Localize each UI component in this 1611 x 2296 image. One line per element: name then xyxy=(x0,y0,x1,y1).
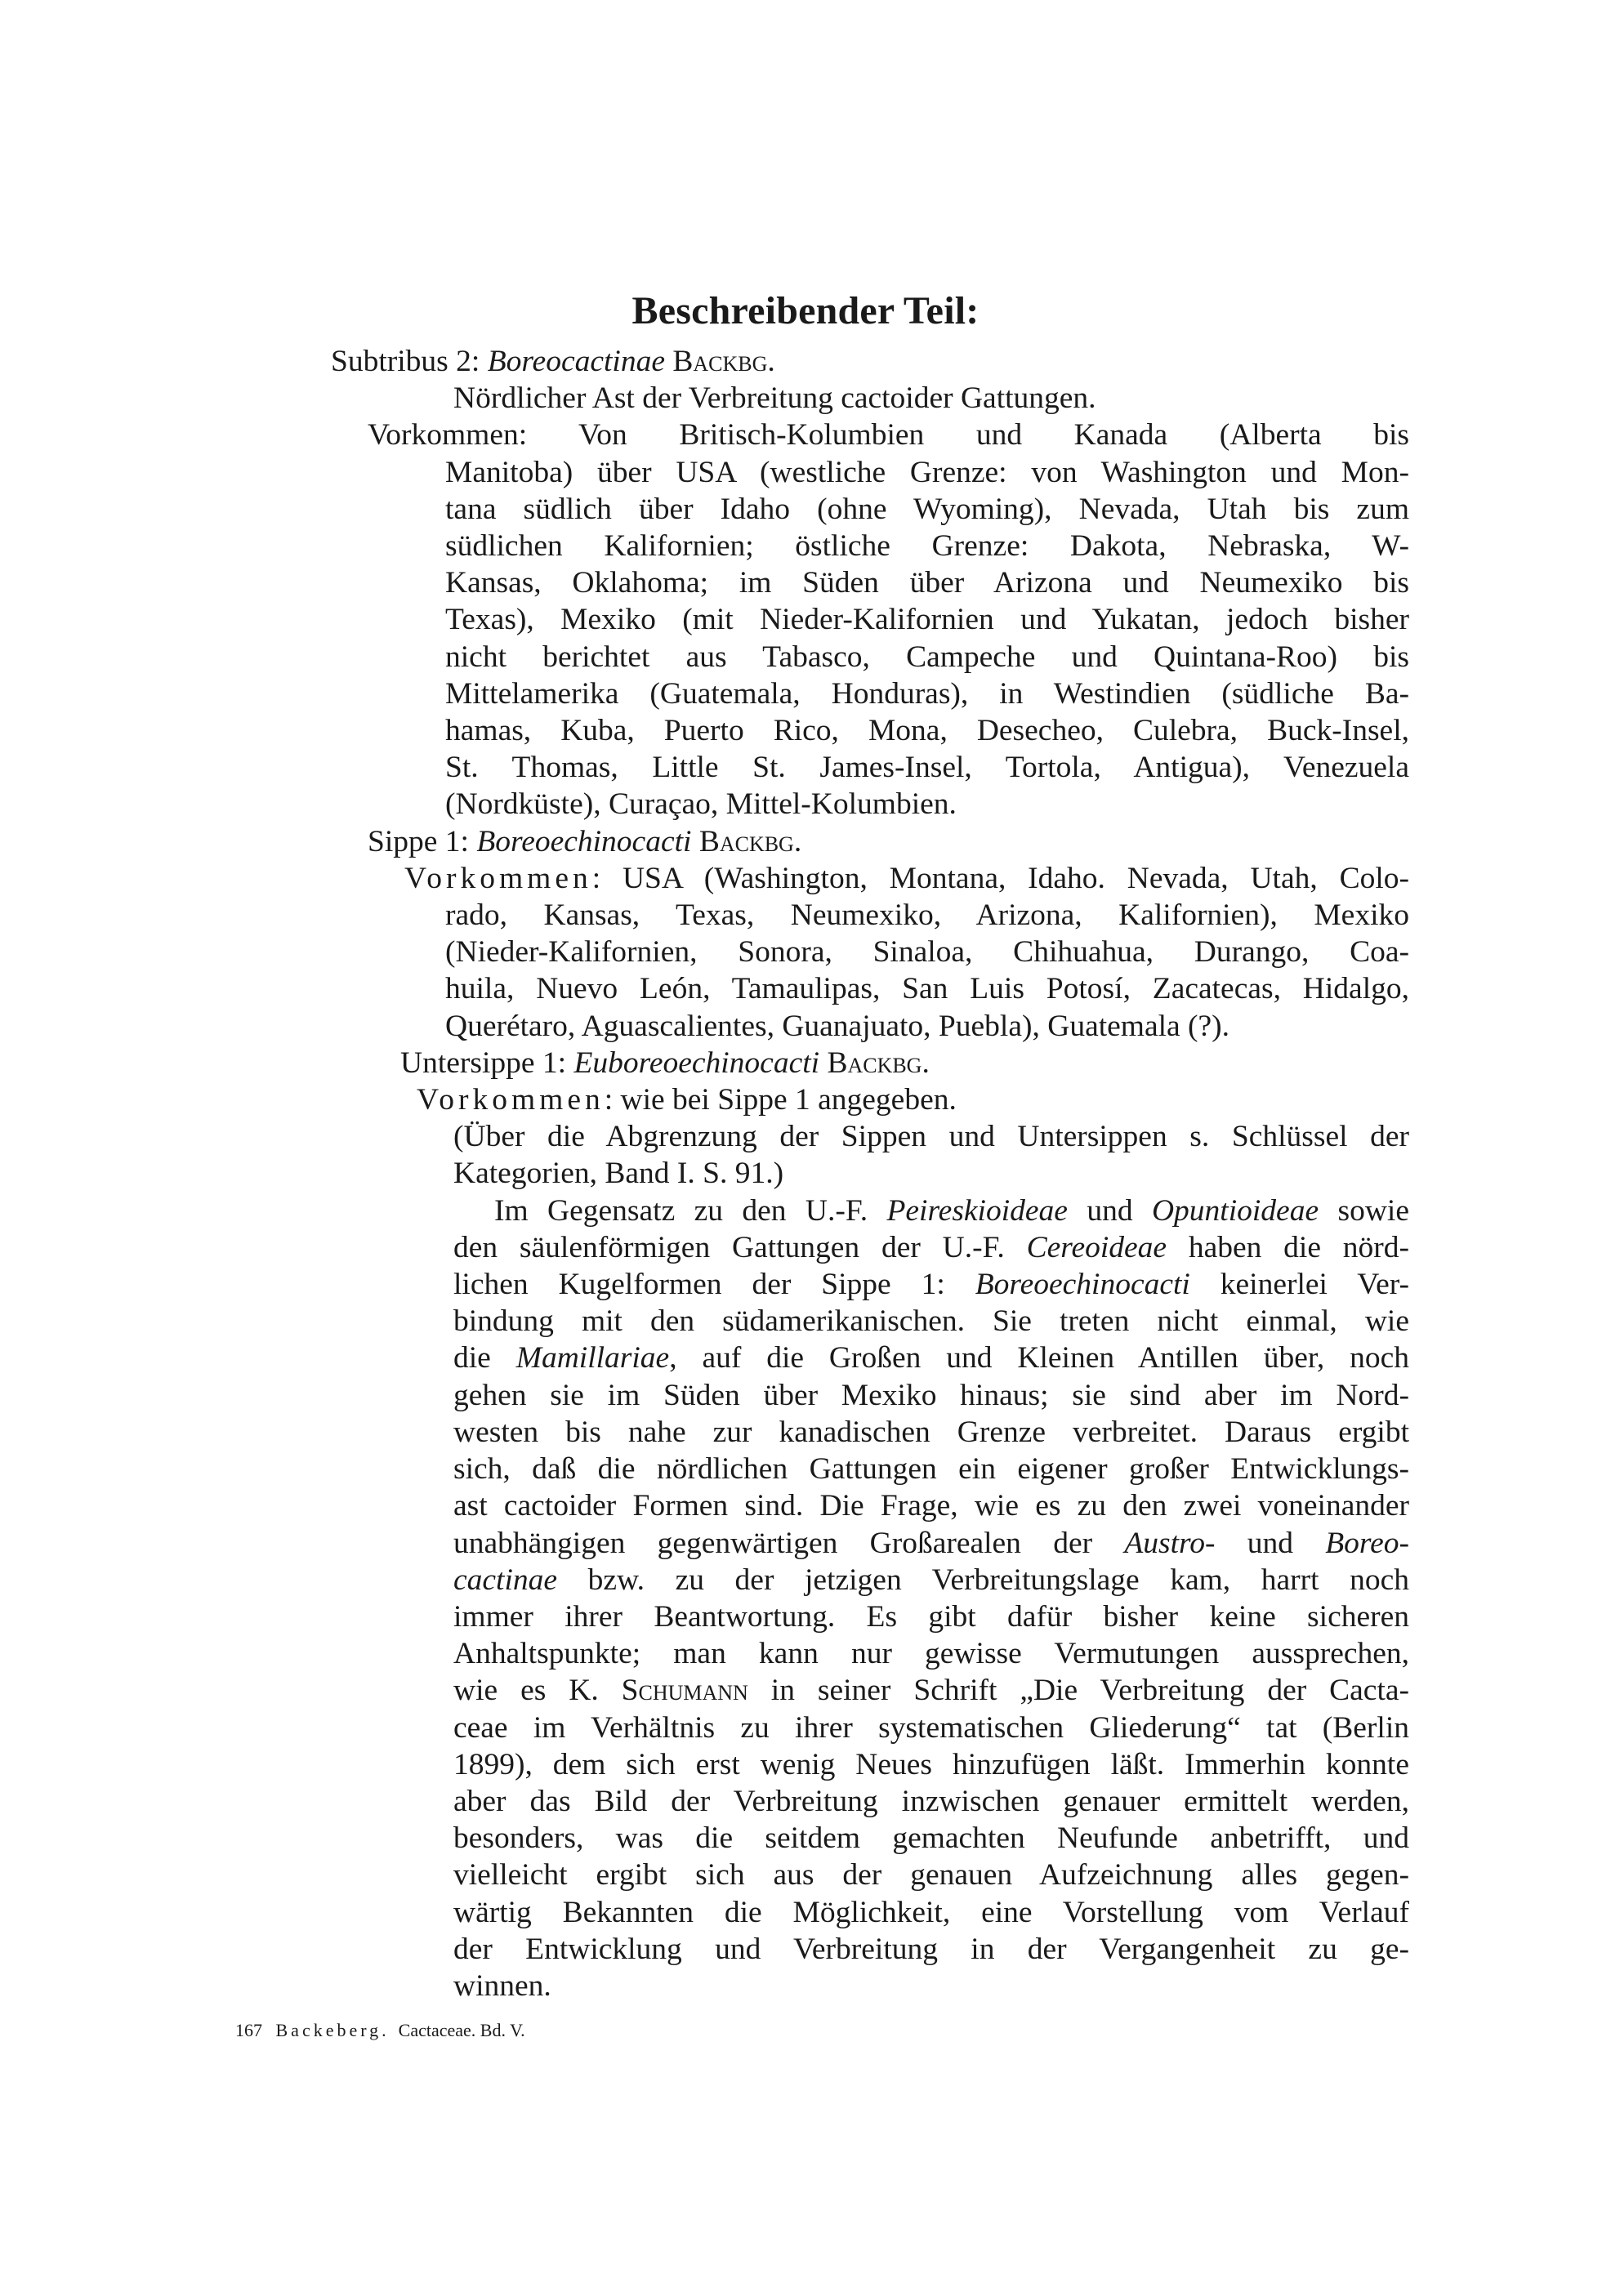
vorkommen1-line: Manitoba) über USA (westliche Grenze: von Washington und Mon- xyxy=(445,455,1409,489)
vorkommen1-line: St. Thomas, Little St. James-Insel, Tortola, Antigua), Venezuela xyxy=(445,751,1409,785)
taxon-name: Boreo- xyxy=(1325,1526,1409,1560)
text-run: , auf die Großen und Kleinen Antillen über, noch xyxy=(669,1341,1409,1375)
subtribus-author: Backbg. xyxy=(672,345,775,378)
paragraph-line xyxy=(453,1193,1409,1229)
paragraph-line: gehen sie im Süden über Mexiko hinaus; sie sind aber im Nord- xyxy=(453,1378,1409,1412)
paragraph-line: besonders, was die seitdem gemachten Neufunde anbetrifft, und xyxy=(453,1821,1409,1856)
paragraph-line: wärtig Bekannten die Möglichkeit, eine Vorstellung vom Verlauf xyxy=(453,1895,1409,1929)
paragraph-line: immer ihrer Beantwortung. Es gibt dafür bisher keine sicheren xyxy=(453,1599,1409,1634)
text-run: den säulenförmigen Gattungen der U.-F. xyxy=(453,1230,1027,1264)
taxon-name: cactinae xyxy=(453,1563,558,1597)
text-run: haben die nörd- xyxy=(1167,1230,1409,1264)
text-run: sowie xyxy=(1319,1193,1409,1228)
vorkommen1-continuation xyxy=(445,454,1409,823)
vorkommen2-first: : USA (Washington, Montana, Idaho. Nevada, Utah, Colo- xyxy=(591,861,1409,895)
text-run: in seiner Schrift „Die Verbreitung der Cacta- xyxy=(747,1674,1409,1708)
paragraph-line xyxy=(453,1562,1409,1598)
subtribus-name: Boreocactinae xyxy=(487,345,665,378)
paragraph-line: aber das Bild der Verbreitung inzwischen genauer ermittelt werden, xyxy=(453,1784,1409,1818)
text-run: die xyxy=(453,1341,516,1375)
vorkommen-block-2 xyxy=(404,860,1409,1045)
paragraph-line: winnen. xyxy=(453,1968,551,2003)
taxon-name: Peireskioideae xyxy=(886,1193,1068,1228)
text-run: bzw. zu der jetzigen Verbreitungslage kam, harrt noch xyxy=(557,1563,1409,1597)
vorkommen2-line: rado, Kansas, Texas, Neumexiko, Arizona, Kalifornien), Mexiko xyxy=(445,898,1409,933)
vorkommen2-label: Vorkommen xyxy=(404,861,592,895)
vorkommen1-line: hamas, Kuba, Puerto Rico, Mona, Desecheo, Culebra, Buck-Insel, xyxy=(445,714,1409,748)
footer-title: Cactaceae. Bd. V. xyxy=(398,2020,525,2040)
abgrenzung-line: Kategorien, Band I. S. 91.) xyxy=(453,1157,784,1191)
paragraph-line: der Entwicklung und Verbreitung in der Vergangenheit zu ge- xyxy=(453,1932,1409,1966)
text-run: keinerlei Ver- xyxy=(1189,1268,1410,1302)
vorkommen2-line: (Nieder-Kalifornien, Sonora, Sinaloa, Chihuahua, Durango, Coa- xyxy=(445,935,1409,970)
sippe-name: Boreoechinocacti xyxy=(476,824,692,858)
vorkommen2-line: huila, Nuevo León, Tamaulipas, San Luis Potosí, Zacatecas, Hidalgo, xyxy=(445,972,1409,1006)
untersippe-line xyxy=(400,1045,1409,1081)
taxon-name: Opuntioideae xyxy=(1151,1193,1319,1228)
taxon-name: Mamillariae xyxy=(515,1341,670,1375)
vorkommen3-label: Vorkommen xyxy=(417,1083,605,1117)
sippe-label: Sippe 1: xyxy=(368,824,477,858)
paragraph-line: westen bis nahe zur kanadischen Grenze verbreitet. Daraus ergibt xyxy=(453,1415,1409,1449)
text-run: lichen Kugelformen der Sippe 1: xyxy=(453,1268,975,1302)
taxon-name: Boreoechinocacti xyxy=(975,1268,1190,1302)
untersippe-label: Untersippe 1: xyxy=(400,1045,574,1080)
taxon-name: Austro- xyxy=(1124,1526,1216,1560)
author-name: Schumann xyxy=(621,1674,748,1708)
footer-author: Backeberg. xyxy=(275,2020,390,2040)
sippe-author: Backbg. xyxy=(698,824,802,858)
vorkommen1-line: Vorkommen: Von Britisch-Kolumbien und Kanada (Alberta bis xyxy=(368,418,1409,453)
text-run: Im Gegensatz zu den U.-F. xyxy=(494,1193,887,1228)
paragraph-line: sich, daß die nördlichen Gattungen ein eigener großer Entwicklungs- xyxy=(453,1452,1409,1487)
vorkommen1-line: Kansas, Oklahoma; im Süden über Arizona und Neumexiko bis xyxy=(445,566,1409,600)
paragraph-line xyxy=(453,1266,1409,1303)
paragraph-line xyxy=(453,1672,1409,1709)
page-footer xyxy=(235,2020,525,2041)
main-block xyxy=(453,1118,1409,2004)
paragraph-line xyxy=(453,1229,1409,1266)
subtribus-label: Subtribus 2: xyxy=(331,345,488,378)
vorkommen1-line: Texas), Mexiko (mit Nieder-Kalifornien und Yukatan, jedoch bisher xyxy=(445,603,1409,637)
paragraph-line: bindung mit den südamerikanischen. Sie treten nicht einmal, wie xyxy=(453,1304,1409,1339)
vorkommen2-continuation xyxy=(445,897,1409,1045)
subtribus-line xyxy=(331,343,1409,380)
untersippe-name: Euboreoechinocacti xyxy=(573,1045,820,1080)
vorkommen1-line: tana südlich über Idaho (ohne Wyoming), Nevada, Utah bis zum xyxy=(445,492,1409,526)
text-run: unabhängigen gegenwärtigen Großarealen der xyxy=(453,1526,1125,1560)
sippe-line xyxy=(368,823,1409,860)
paragraph-line: ceae im Verhältnis zu ihrer systematischen Gliederung“ tat (Berlin xyxy=(453,1710,1409,1745)
vorkommen1-line: nicht berichtet aus Tabasco, Campeche und Quintana-Roo) bis xyxy=(445,640,1409,674)
body-text xyxy=(331,343,1409,2004)
paragraph-line xyxy=(453,1340,1409,1376)
paragraph-line: ast cactoider Formen sind. Die Frage, wie es zu den zwei voneinander xyxy=(453,1489,1409,1523)
vorkommen2-first-line xyxy=(404,860,1409,897)
vorkommen2-line: Querétaro, Aguascalientes, Guanajuato, Puebla), Guatemala (?). xyxy=(445,1009,1230,1043)
taxon-name: Cereoideae xyxy=(1026,1230,1167,1264)
text-run: und xyxy=(1067,1193,1152,1228)
paragraph-line xyxy=(453,1525,1409,1562)
vorkommen1-line: (Nordküste), Curaçao, Mittel-Kolumbien. xyxy=(445,787,957,822)
section-heading: Beschreibender Teil: xyxy=(631,289,980,332)
text-run: wie es K. xyxy=(453,1674,622,1708)
untersippe-author: Backbg. xyxy=(827,1045,930,1080)
subtribus-description: Nördlicher Ast der Verbreitung cactoider Gattungen. xyxy=(453,381,1096,416)
paragraph-line: vielleicht ergibt sich aus der genauen Aufzeichnung alles gegen- xyxy=(453,1858,1409,1893)
text-run: und xyxy=(1215,1526,1326,1560)
abgrenzung-line: (Über die Abgrenzung der Sippen und Untersippen s. Schlüssel der xyxy=(453,1120,1409,1154)
vorkommen3-line xyxy=(417,1081,1409,1118)
vorkommen1-line: südlichen Kalifornien; östliche Grenze: Dakota, Nebraska, W- xyxy=(445,529,1409,564)
vorkommen3-rest: : wie bei Sippe 1 angegeben. xyxy=(604,1083,957,1117)
vorkommen1-line: Mittelamerika (Guatemala, Honduras), in Westindien (südliche Ba- xyxy=(445,676,1409,711)
signature-number: 167 xyxy=(235,2020,262,2040)
vorkommen-block-1 xyxy=(368,417,1409,823)
paragraph-line: 1899), dem sich erst wenig Neues hinzufügen läßt. Immerhin konnte xyxy=(453,1747,1409,1781)
paragraph-line: Anhaltspunkte; man kann nur gewisse Vermutungen aussprechen, xyxy=(453,1637,1409,1671)
